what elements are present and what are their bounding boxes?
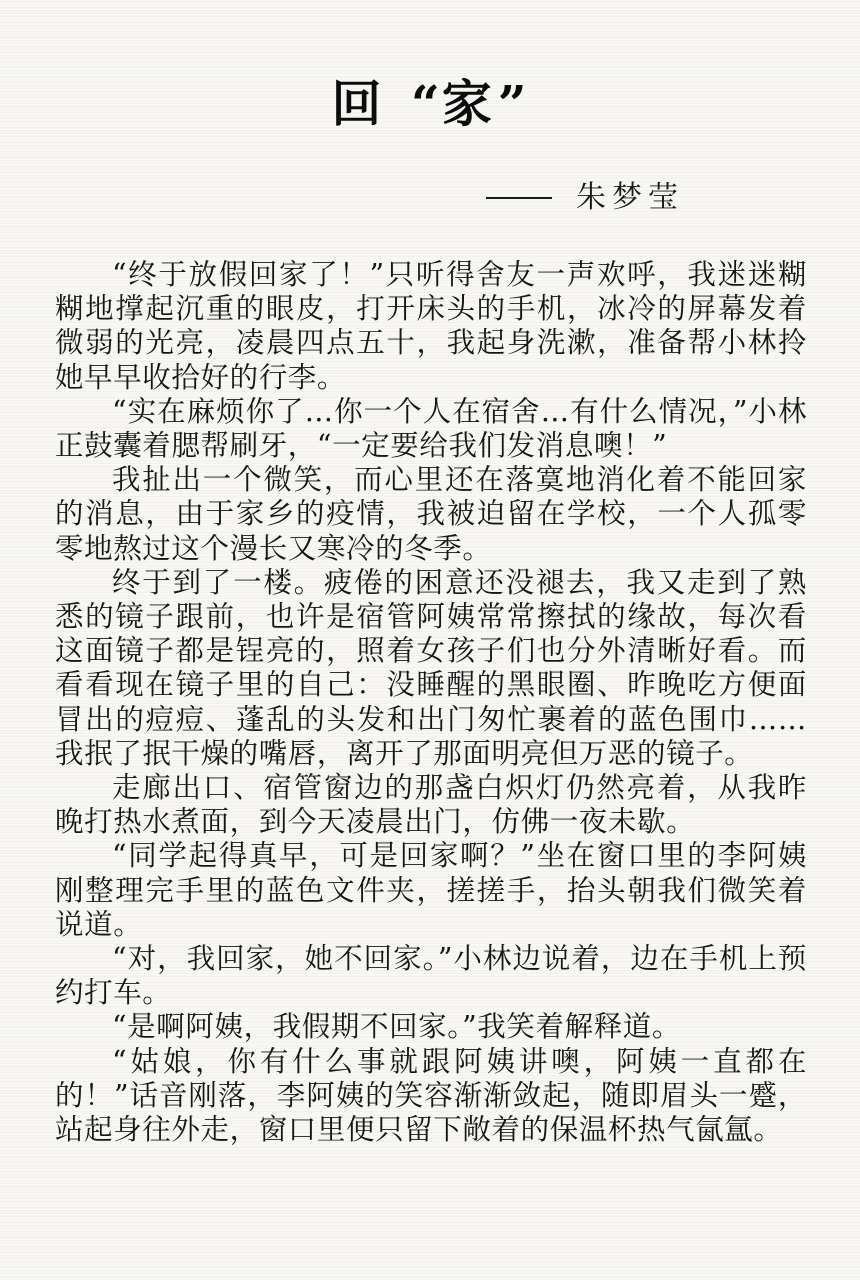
- title-open-quote: “: [410, 74, 442, 133]
- paragraph: “实在麻烦你了…你一个人在宿舍…有什么情况，”小林正鼓囊着腮帮刷牙，“一定要给我们发消息噢！”: [55, 394, 807, 463]
- paragraph: “是啊阿姨，我假期不回家。”我笑着解释道。: [112, 1010, 681, 1044]
- paragraph: 我扯出一个微笑，而心里还在落寞地消化着不能回家的消息，由于家乡的疫情，我被迫留在学校，一个人孤零零地熬过这个漫长又寒冷的冬季。: [55, 463, 807, 565]
- paragraph: “姑娘，你有什么事就跟阿姨讲噢，阿姨一直都在的！”话音刚落，李阿姨的笑容渐渐敛起，随即眉头一蹙，站起身往外走，窗口里便只留下敞着的保温杯热气氤氲。: [55, 1044, 807, 1147]
- author-line: [486, 178, 684, 218]
- paragraph: 走廊出口、宿管窗边的那盏白炽灯仍然亮着，从我昨晚打热水煮面，到今天凌晨出门，仿佛一夜未歇。: [55, 771, 807, 839]
- paragraph: “终于放假回家了！”只听得舍友一声欢呼，我迷迷糊糊地撑起沉重的眼皮，打开床头的手机，冰冷的屏幕发着微弱的光亮，凌晨四点五十，我起身洗漱，准备帮小林拎她早早收拾好的行李。: [55, 258, 807, 394]
- paragraph: “对，我回家，她不回家。”小林边说着，边在手机上预约打车。: [55, 942, 807, 1010]
- paragraph: “同学起得真早，可是回家啊？”坐在窗口里的李阿姨刚整理完手里的蓝色文件夹，搓搓手，抬头朝我们微笑着说道。: [55, 839, 807, 941]
- author-name: 朱梦莹: [576, 180, 684, 215]
- author-dash: [486, 197, 552, 199]
- title-word: 家: [441, 74, 498, 133]
- title-prefix: 回: [331, 74, 388, 133]
- paragraph: 终于到了一楼。疲倦的困意还没褪去，我又走到了熟悉的镜子跟前，也许是宿管阿姨常常擦拭的缘故，每次看这面镜子都是锃亮的，照着女孩子们也分外清晰好看。而看看现在镜子里的自己：没睡醒的黑眼圈、昨晚吃方便面冒出的痘痘、蓬乱的头发和出门匆忙裹着的蓝色围巾……我抿了抿干燥的嘴唇，离开了那面明亮但万恶的镜子。: [55, 565, 807, 770]
- article-body: [55, 258, 807, 1147]
- article-title: [0, 72, 860, 136]
- title-close-quote: ”: [497, 74, 529, 133]
